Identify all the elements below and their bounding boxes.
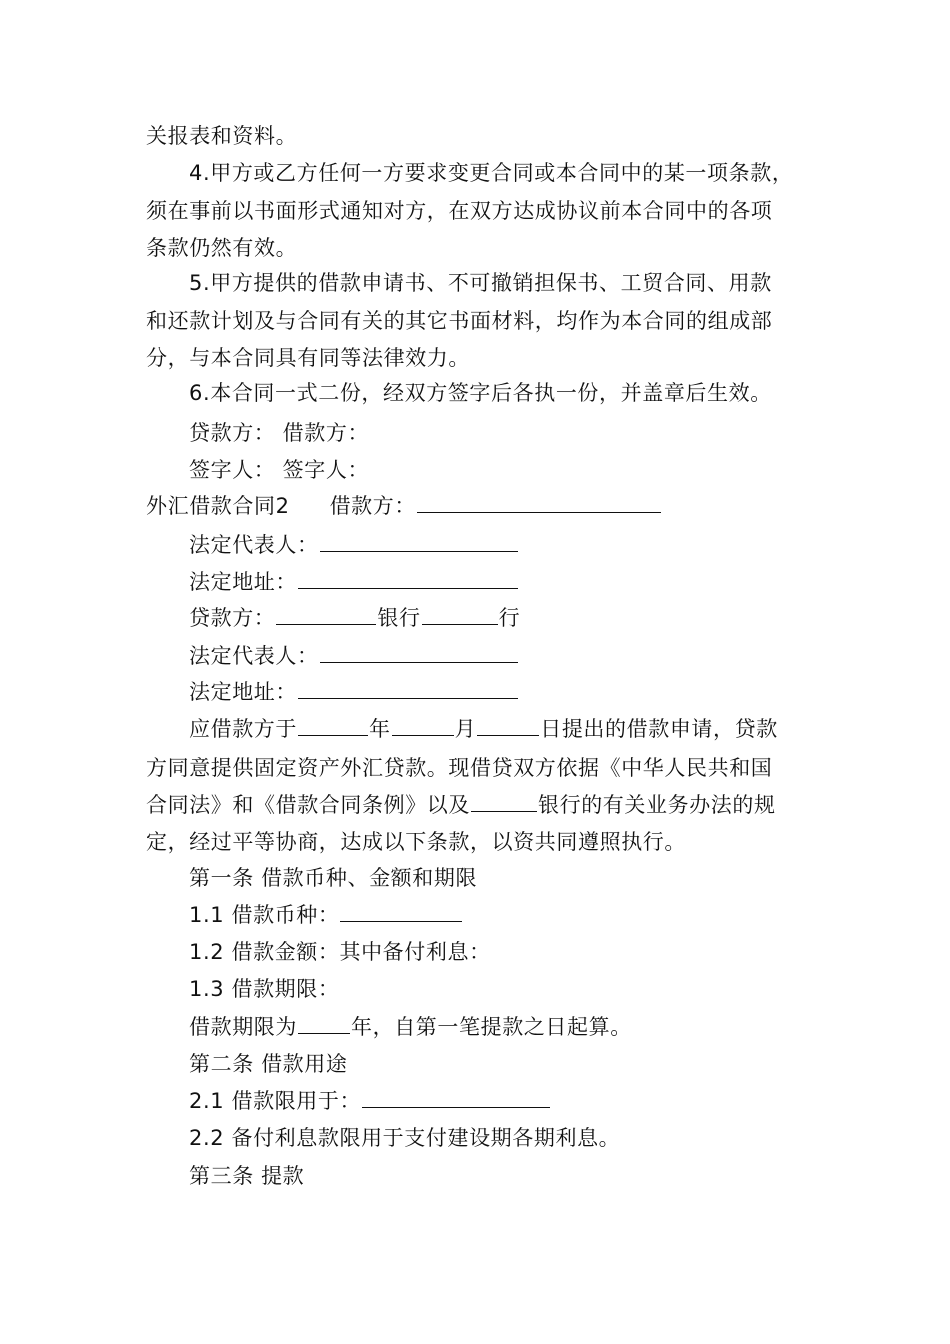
currency-blank[interactable]: [340, 901, 462, 922]
article-1-3: 1.3 借款期限：: [189, 977, 340, 1001]
borrower-blank[interactable]: [417, 492, 661, 513]
year-blank[interactable]: [298, 715, 368, 736]
purpose-label: 2.1 借款限用于：: [189, 1089, 362, 1113]
article-1-heading: 第一条 借款币种、金额和期限: [189, 866, 478, 890]
contract-title-line: [146, 491, 662, 521]
legal-rep-label: 法定代表人：: [189, 533, 319, 557]
article-3-heading: 第三条 提款: [189, 1164, 305, 1188]
preamble-text: 合同法》和《借款合同条例》以及: [146, 793, 470, 817]
clause-5-line-3: 分，与本合同具有同等法律效力。: [146, 346, 470, 370]
year-label: 年: [369, 717, 391, 741]
borrower-label: 借款方：: [329, 494, 416, 518]
bank-name-blank[interactable]: [471, 791, 537, 812]
clause-5-line-1: 5.甲方提供的借款申请书、不可撤销担保书、工贸合同、用款: [189, 271, 772, 295]
preamble-text: 银行的有关业务办法的规: [538, 793, 776, 817]
preamble-text: 应借款方于: [189, 717, 297, 741]
lender-rep-line: [189, 641, 519, 671]
article-2-2: 2.2 备付利息款限用于支付建设期各期利息。: [189, 1126, 621, 1150]
legal-rep-blank[interactable]: [320, 531, 518, 552]
lender-label: 贷款方：: [189, 606, 276, 630]
signature-parties-line: 贷款方： 借款方：: [189, 421, 370, 445]
month-blank[interactable]: [392, 715, 454, 736]
month-label: 月: [454, 717, 477, 741]
clause-4-line-1: 4.甲方或乙方任何一方要求变更合同或本合同中的某一项条款，: [189, 161, 794, 185]
preamble-line-1: [189, 714, 778, 744]
article-1-1: [189, 900, 463, 930]
legal-address-blank[interactable]: [298, 678, 518, 699]
borrower-rep-line: [189, 530, 519, 560]
preamble-text: 日提出的借款申请，贷款: [540, 717, 778, 741]
currency-label: 1.1 借款币种：: [189, 903, 340, 927]
clause-5-line-2: 和还款计划及与合同有关的其它书面材料，均作为本合同的组成部: [146, 309, 773, 333]
legal-rep-blank[interactable]: [320, 642, 518, 663]
lender-blank[interactable]: [276, 604, 376, 625]
clause-6-line: 6.本合同一式二份，经双方签字后各执一份，并盖章后生效。: [189, 381, 772, 405]
lender-line: [189, 603, 520, 633]
loan-term-line: [189, 1012, 632, 1042]
clause-4-line-3: 条款仍然有效。: [146, 236, 298, 260]
legal-address-label: 法定地址：: [189, 680, 297, 704]
lender-address-line: [189, 677, 519, 707]
legal-rep-label: 法定代表人：: [189, 644, 319, 668]
clause-4-line-2: 须在事前以书面形式通知对方，在双方达成协议前本合同中的各项: [146, 199, 773, 223]
borrower-address-line: [189, 567, 519, 597]
signatories-line: 签字人： 签字人：: [189, 458, 370, 482]
preamble-line-2: 方同意提供固定资产外汇贷款。现借贷双方依据《中华人民共和国: [146, 756, 773, 780]
branch-label: 行: [498, 606, 521, 630]
branch-blank[interactable]: [422, 604, 498, 625]
article-2-heading: 第二条 借款用途: [189, 1052, 348, 1076]
day-blank[interactable]: [477, 715, 539, 736]
legal-address-blank[interactable]: [298, 568, 518, 589]
bank-label: 银行: [377, 606, 421, 630]
preamble-line-4: 定，经过平等协商，达成以下条款，以资共同遵照执行。: [146, 830, 686, 854]
contract-title: 外汇借款合同2: [146, 494, 290, 518]
loan-term-blank[interactable]: [298, 1013, 350, 1034]
loan-term-text: 借款期限为: [189, 1015, 297, 1039]
article-2-1: [189, 1086, 551, 1116]
preamble-line-3: [146, 790, 776, 820]
purpose-blank[interactable]: [362, 1087, 550, 1108]
loan-term-text: 年，自第一笔提款之日起算。: [351, 1015, 632, 1039]
legal-address-label: 法定地址：: [189, 570, 297, 594]
article-1-2: 1.2 借款金额：其中备付利息：: [189, 940, 491, 964]
text-line: 关报表和资料。: [146, 124, 298, 148]
